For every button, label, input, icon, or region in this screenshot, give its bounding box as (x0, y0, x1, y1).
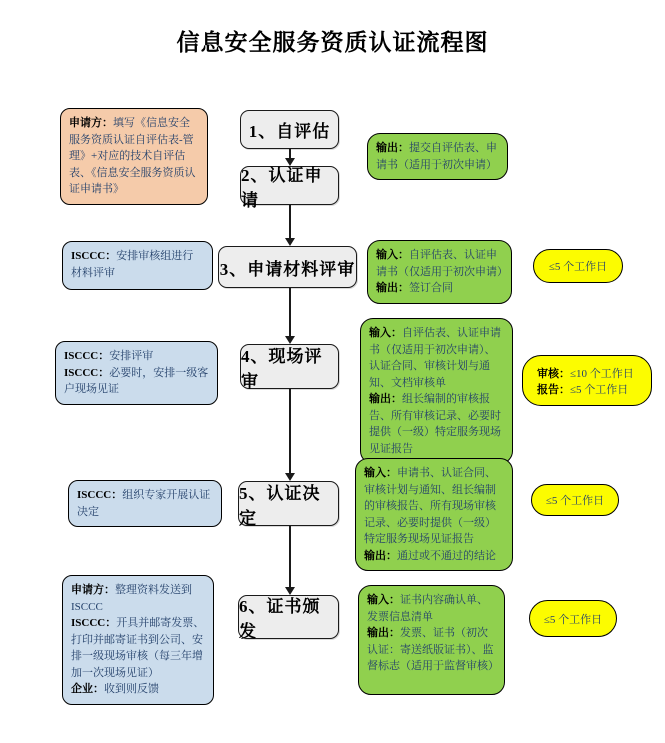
note-label: 申请方： (69, 117, 113, 129)
io-text: 组长编制的审核报告、所有审核记录、必要时提供（一级）特定服务现场见证报告 (369, 393, 501, 455)
io-text: 自评估表、认证申请书（仅适用于初次申请）、认证合同、审核计划与通知、文档审核单 (369, 327, 501, 389)
io-certificate (358, 585, 505, 695)
arrow-down-icon (285, 158, 295, 166)
flow-arrow-1-2 (284, 149, 296, 166)
note-text: 安排评审 (109, 350, 154, 362)
duration-label: 审核： (537, 367, 570, 380)
step-1-self-assessment-box (240, 110, 339, 149)
arrow-line (289, 526, 291, 587)
note-label: 企业： (71, 683, 104, 695)
page-title: 信息安全服务资质认证流程图 (176, 29, 489, 55)
note-post-certificate-actions (62, 575, 214, 705)
duration-decision (531, 484, 619, 516)
duration-text: ≤5 个工作日 (543, 613, 603, 626)
note-label: ISCCC： (64, 366, 110, 379)
io-decision (355, 458, 513, 571)
arrow-down-icon (285, 473, 295, 481)
io-self-assessment-output (367, 133, 508, 180)
io-label: 输入： (376, 249, 409, 261)
note-isccc-arrange-review (55, 341, 218, 405)
flow-arrow-5-6 (284, 526, 296, 595)
arrow-line (289, 149, 291, 158)
step-3-material-review-box (218, 246, 357, 288)
note-text: 组织专家开展认证决定 (77, 489, 211, 518)
arrow-line (289, 288, 291, 336)
duration-onsite-review (522, 355, 652, 406)
io-text: 签订合同 (409, 282, 453, 294)
note-text: 整理资料发送到 ISCCC (71, 584, 192, 613)
arrow-down-icon (285, 336, 295, 344)
arrow-line (289, 205, 291, 238)
io-text: 通过或不通过的结论 (397, 549, 496, 562)
duration-material-review (533, 249, 623, 283)
step-5-decision-box (238, 481, 339, 526)
io-label: 输出： (369, 393, 402, 405)
step-label: 4、现场评审 (241, 346, 323, 391)
step-2-application-box (240, 165, 339, 210)
flow-arrow-3-4 (284, 288, 296, 344)
note-isccc-decision (68, 480, 222, 527)
note-label: ISCCC： (71, 617, 117, 629)
flow-arrow-2-3 (284, 205, 296, 246)
note-text: 填写《信息安全服务资质认证自评估表-管理》+对应的技术自评估表、《信息安全服务资质认证申请书》 (69, 117, 196, 195)
io-text: 提交自评估表、申请书（适用于初次申请） (376, 142, 497, 171)
step-4-onsite-review-box (240, 344, 339, 389)
io-label: 输入： (367, 594, 400, 606)
io-label: 输出： (367, 627, 400, 639)
note-text: 收到则反馈 (104, 683, 159, 695)
note-text: 安排审核组进行材料评审 (71, 250, 194, 279)
io-label: 输入： (369, 327, 402, 339)
duration-text: ≤5 个工作日 (570, 383, 629, 396)
flow-arrow-4-5 (284, 389, 296, 481)
note-label: ISCCC： (71, 250, 117, 262)
io-text: 发票、证书（初次认证：寄送纸版证书）、监督标志（适用于监督审核） (367, 627, 499, 672)
duration-text: ≤10 个工作日 (570, 367, 634, 380)
io-label: 输出： (376, 282, 409, 294)
duration-text: ≤5 个工作日 (548, 261, 608, 273)
duration-label: 报告： (537, 383, 570, 396)
arrow-line (289, 389, 291, 473)
io-label: 输出： (364, 549, 397, 562)
arrow-down-icon (285, 238, 295, 246)
step-6-certificate-box (238, 595, 339, 639)
note-label: ISCCC： (77, 489, 123, 501)
arrow-down-icon (285, 587, 295, 595)
io-text: 证书内容确认单、发票信息清单 (367, 594, 488, 623)
note-isccc-material-review (62, 241, 213, 290)
io-material-review (367, 240, 512, 304)
note-label: 申请方： (71, 584, 115, 596)
step-label: 5、认证决定 (239, 483, 321, 528)
io-label: 输入： (364, 467, 397, 479)
step-label: 2、认证申请 (241, 165, 323, 210)
step-label: 6、证书颁发 (239, 597, 321, 641)
note-text: 开具并邮寄发票、打印并邮寄证书到公司、安排一级现场审核（每三年增加一次现场见证） (71, 617, 205, 679)
io-text: 自评估表、认证申请书（仅适用于初次申请） (376, 249, 508, 278)
io-onsite-review (360, 318, 513, 464)
step-label: 3、申请材料评审 (219, 259, 356, 279)
note-label: ISCCC： (64, 350, 110, 362)
io-label: 输出： (376, 142, 409, 154)
io-text: 申请书、认证合同、审核计划与通知、组长编制的审核报告、所有现场审核记录、必要时提供（一级）特定服务现场见证报告 (364, 467, 496, 545)
note-applicant-forms (60, 108, 208, 205)
duration-certificate (529, 600, 617, 637)
duration-text: ≤5 个工作日 (545, 495, 605, 507)
note-text: 必要时，安排一级客户现场见证 (64, 366, 209, 395)
step-label: 1、自评估 (248, 122, 331, 141)
